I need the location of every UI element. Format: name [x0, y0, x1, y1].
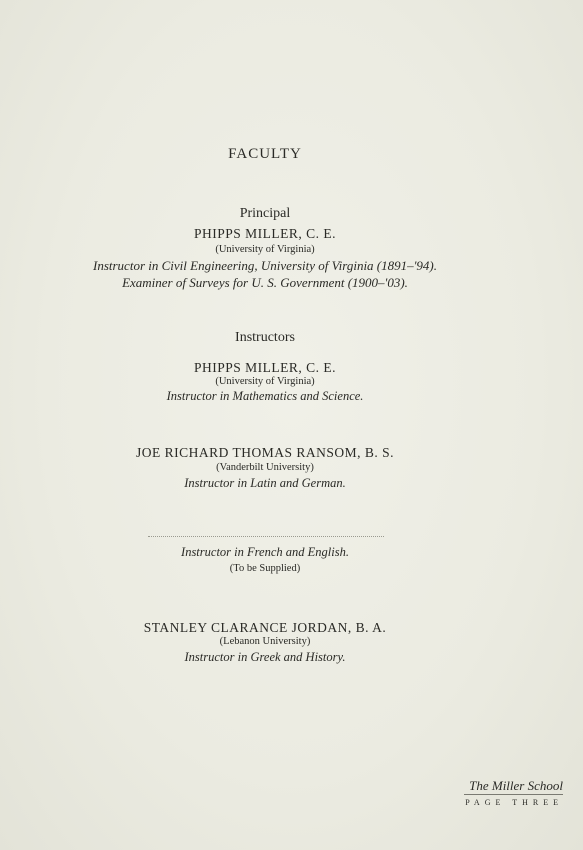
instructors-heading: Instructors — [235, 330, 295, 345]
instructor-2-name: JOE RICHARD THOMAS RANSOM, B. S. — [135, 445, 395, 460]
instructor-3-school: (To be Supplied) — [229, 563, 301, 574]
footer-page-label: PAGE THREE — [465, 798, 563, 807]
principal-school: (University of Virginia) — [215, 244, 315, 255]
footer-school-name: The Miller School — [469, 778, 563, 793]
instructor-4-role: Instructor in Greek and History. — [184, 650, 346, 664]
principal-role-1: Instructor in Civil Engineering, University of Virginia (1891–'94). — [93, 258, 437, 273]
instructor-1-role: Instructor in Mathematics and Science. — [166, 389, 364, 403]
instructor-1-school: (University of Virginia) — [215, 376, 315, 387]
footer-divider — [464, 794, 563, 795]
page-title: FACULTY — [228, 146, 302, 162]
instructor-4-name: STANLEY CLARANCE JORDAN, B. A. — [143, 620, 387, 635]
instructor-4-school: (Lebanon University) — [219, 636, 311, 647]
instructor-1-name: PHIPPS MILLER, C. E. — [193, 360, 337, 375]
principal-role-2: Examiner of Surveys for U. S. Government (1900–'03). — [122, 275, 408, 290]
principal-name: PHIPPS MILLER, C. E. — [193, 226, 337, 241]
vacancy-line — [148, 536, 384, 537]
instructor-2-school: (Vanderbilt University) — [216, 462, 314, 473]
instructor-3-role: Instructor in French and English. — [181, 545, 349, 559]
principal-heading: Principal — [239, 206, 291, 221]
instructor-2-role: Instructor in Latin and German. — [184, 476, 346, 490]
